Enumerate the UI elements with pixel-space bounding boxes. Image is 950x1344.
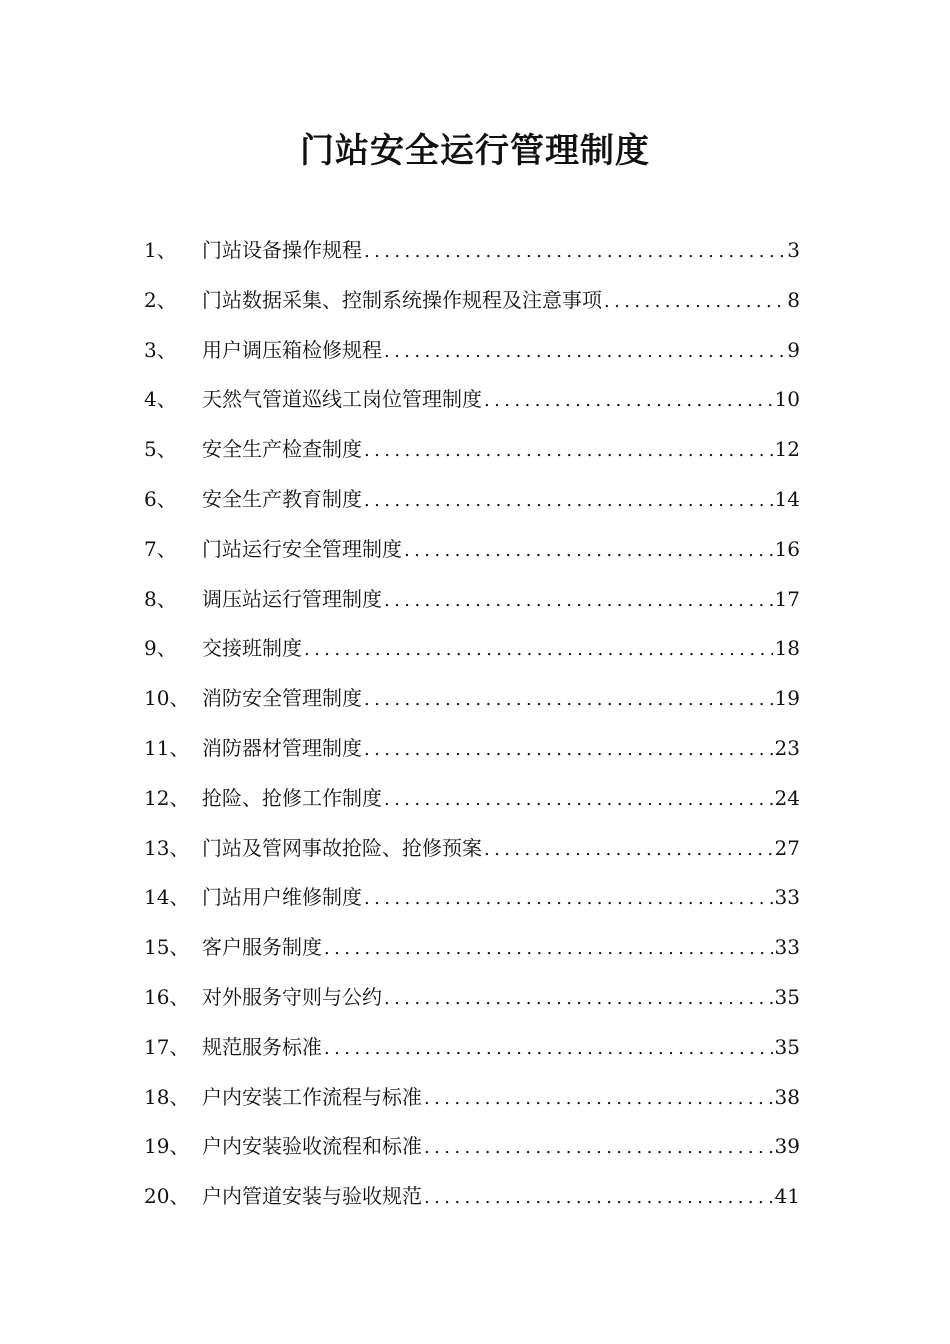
toc-entry-title: 交接班制度 — [202, 636, 302, 661]
toc-entry-page: 14 — [774, 486, 800, 511]
dot-leader — [364, 678, 773, 722]
toc-entry-page: 33 — [774, 885, 800, 910]
toc-entry-number: 12、 — [144, 785, 190, 810]
toc-entry[interactable] — [0, 1075, 950, 1125]
toc-entry[interactable] — [0, 278, 950, 328]
dot-leader — [384, 330, 785, 374]
dot-leader — [384, 977, 773, 1021]
dot-leader — [424, 1176, 773, 1220]
toc-entry-number: 2、 — [144, 287, 177, 312]
toc-entry-number: 14、 — [144, 885, 190, 910]
toc-entry-page: 19 — [774, 686, 800, 711]
dot-leader — [484, 379, 773, 423]
toc-entry-page: 17 — [774, 586, 800, 611]
toc-entry-number: 10、 — [144, 686, 190, 711]
toc-entry[interactable] — [0, 826, 950, 876]
toc-entry[interactable] — [0, 477, 950, 527]
toc-entry-number: 6、 — [144, 486, 177, 511]
toc-entry-page: 8 — [787, 287, 800, 312]
toc-entry-title: 安全生产教育制度 — [202, 486, 362, 511]
toc-entry-title: 对外服务守则与公约 — [202, 984, 382, 1009]
toc-entry[interactable] — [0, 377, 950, 427]
toc-entry-number: 18、 — [144, 1084, 190, 1109]
toc-entry-title: 用户调压箱检修规程 — [202, 337, 382, 362]
toc-entry[interactable] — [0, 228, 950, 278]
toc-entry-page: 16 — [774, 536, 800, 561]
toc-entry-title: 户内安装工作流程与标准 — [202, 1084, 422, 1109]
dot-leader — [384, 579, 773, 623]
toc-entry-number: 4、 — [144, 387, 177, 412]
toc-entry-page: 35 — [774, 1034, 800, 1059]
dot-leader — [484, 828, 773, 872]
toc-entry-page: 12 — [774, 437, 800, 462]
toc-entry-title: 客户服务制度 — [202, 935, 322, 960]
dot-leader — [604, 280, 785, 324]
toc-entry-title: 门站运行安全管理制度 — [202, 536, 402, 561]
toc-entry-number: 7、 — [144, 536, 177, 561]
toc-entry[interactable] — [0, 726, 950, 776]
dot-leader — [324, 1027, 773, 1071]
dot-leader — [364, 479, 773, 523]
toc-entry-number: 20、 — [144, 1184, 190, 1209]
toc-entry-number: 13、 — [144, 835, 190, 860]
toc-entry-number: 11、 — [144, 735, 190, 760]
toc-entry-page: 39 — [774, 1134, 800, 1159]
toc-entry-page: 23 — [774, 735, 800, 760]
toc-entry-number: 15、 — [144, 935, 190, 960]
toc-entry-title: 门站数据采集、控制系统操作规程及注意事项 — [202, 287, 602, 312]
toc-entry-number: 9、 — [144, 636, 177, 661]
toc-entry-page: 3 — [787, 238, 800, 262]
toc-entry-page: 38 — [774, 1084, 800, 1109]
toc-entry-page: 10 — [774, 387, 800, 412]
toc-entry[interactable] — [0, 1124, 950, 1174]
toc-entry[interactable] — [0, 328, 950, 378]
toc-entry-title: 规范服务标准 — [202, 1034, 322, 1059]
toc-entry-title: 天然气管道巡线工岗位管理制度 — [202, 387, 482, 412]
toc-entry[interactable] — [0, 925, 950, 975]
dot-leader — [364, 728, 773, 772]
toc-entry-title: 消防器材管理制度 — [202, 735, 362, 760]
toc-entry-title: 户内管道安装与验收规范 — [202, 1184, 422, 1209]
toc-entry[interactable] — [0, 776, 950, 826]
dot-leader — [364, 429, 773, 473]
dot-leader — [364, 877, 773, 921]
toc-entry[interactable] — [0, 676, 950, 726]
toc-entry[interactable] — [0, 527, 950, 577]
dot-leader — [424, 1126, 773, 1170]
toc-entry-title: 安全生产检查制度 — [202, 437, 362, 462]
dot-leader — [304, 628, 773, 672]
toc-entry[interactable] — [0, 577, 950, 627]
toc-entry-number: 17、 — [144, 1034, 190, 1059]
dot-leader — [364, 230, 785, 274]
document-title: 门站安全运行管理制度 — [300, 131, 650, 171]
toc-entry-number: 5、 — [144, 437, 177, 462]
toc-entry[interactable] — [0, 875, 950, 925]
toc-entry-title: 门站及管网事故抢险、抢修预案 — [202, 835, 482, 860]
toc-entry[interactable] — [0, 975, 950, 1025]
table-of-contents — [0, 228, 950, 1224]
dot-leader — [424, 1077, 773, 1121]
toc-entry-number: 1、 — [144, 238, 177, 262]
dot-leader — [324, 927, 773, 971]
toc-entry-title: 抢险、抢修工作制度 — [202, 785, 382, 810]
dot-leader — [384, 778, 773, 822]
toc-entry-title: 门站用户维修制度 — [202, 885, 362, 910]
toc-entry-title: 调压站运行管理制度 — [202, 586, 382, 611]
toc-entry-page: 27 — [774, 835, 800, 860]
toc-entry[interactable] — [0, 626, 950, 676]
toc-entry[interactable] — [0, 427, 950, 477]
toc-entry-title: 户内安装验收流程和标准 — [202, 1134, 422, 1159]
toc-entry-page: 41 — [774, 1184, 800, 1209]
toc-entry-number: 16、 — [144, 984, 190, 1009]
toc-entry-page: 18 — [774, 636, 800, 661]
dot-leader — [404, 529, 773, 573]
toc-entry-title: 消防安全管理制度 — [202, 686, 362, 711]
toc-entry-page: 33 — [774, 935, 800, 960]
toc-entry-page: 9 — [787, 337, 800, 362]
toc-entry-page: 24 — [774, 785, 800, 810]
toc-entry[interactable] — [0, 1174, 950, 1224]
toc-entry-number: 3、 — [144, 337, 177, 362]
toc-entry-page: 35 — [774, 984, 800, 1009]
toc-entry-number: 19、 — [144, 1134, 190, 1159]
toc-entry-title: 门站设备操作规程 — [202, 238, 362, 262]
toc-entry-number: 8、 — [144, 586, 177, 611]
toc-entry[interactable] — [0, 1025, 950, 1075]
